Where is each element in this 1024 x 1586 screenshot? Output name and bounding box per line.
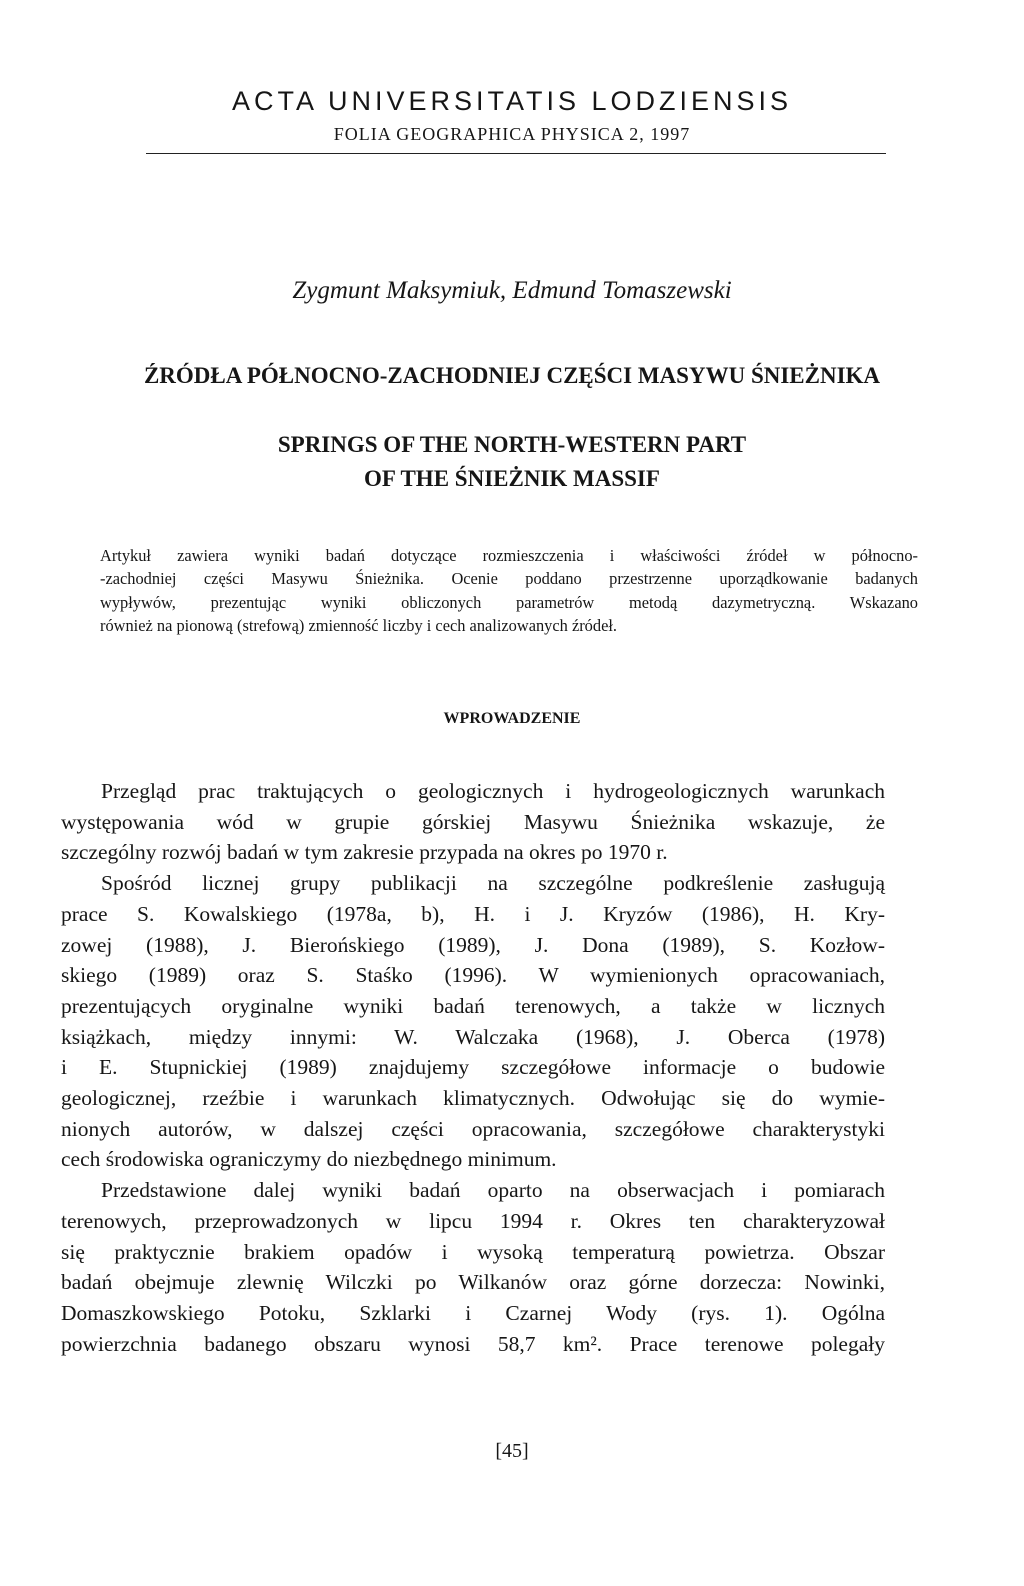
article-title-polish: ŹRÓDŁA PÓŁNOCNO-ZACHODNIEJ CZĘŚCI MASYWU ŚNIEŻNIKA	[143, 363, 881, 388]
body-line: występowania wód w grupie górskiej Masywu Śnieżnika wskazuje, że	[61, 809, 885, 834]
body-line: cech środowiska ograniczymy do niezbędnego minimum.	[61, 1147, 557, 1172]
body-line: terenowych, przeprowadzonych w lipcu 1994 r. Okres ten charakteryzował	[61, 1208, 885, 1233]
abstract	[100, 544, 918, 638]
journal-series: FOLIA GEOGRAPHICA PHYSICA 2, 1997	[333, 124, 691, 144]
body-text	[61, 776, 885, 1359]
body-line: Spośród licznej grupy publikacji na szczególne podkreślenie zasługują	[101, 871, 885, 896]
body-line: nionych autorów, w dalszej części opracowania, szczegółowe charakterystyki	[61, 1116, 885, 1141]
body-line: prace S. Kowalskiego (1978a, b), H. i J. Kryzów (1986), H. Kry-	[61, 901, 885, 926]
body-line: geologicznej, rzeźbie i warunkach klimatycznych. Odwołując się do wymie-	[61, 1086, 885, 1111]
abstract-line: Artykuł zawiera wyniki badań dotyczące rozmieszczenia i właściwości źródeł w północno-	[100, 546, 918, 565]
body-line: książkach, między innymi: W. Walczaka (1968), J. Oberca (1978)	[61, 1024, 885, 1049]
body-line: prezentujących oryginalne wyniki badań terenowych, a także w licznych	[61, 993, 885, 1018]
header-rule	[146, 153, 886, 154]
article-title-english	[0, 428, 1024, 496]
journal-title: ACTA UNIVERSITATIS LODZIENSIS	[231, 86, 793, 116]
body-line: się praktycznie brakiem opadów i wysoką temperaturą powietrza. Obszar	[61, 1239, 885, 1264]
title-english-line: SPRINGS OF THE NORTH-WESTERN PART	[277, 432, 747, 457]
body-line: skiego (1989) oraz S. Staśko (1996). W wymienionych opracowaniach,	[61, 963, 885, 988]
abstract-line: wypływów, prezentując wyniki obliczonych parametrów metodą dazymetryczną. Wskazano	[100, 592, 918, 612]
body-line: szczególny rozwój badań w tym zakresie przypada na okres po 1970 r.	[61, 840, 668, 865]
body-line: i E. Stupnickiej (1989) znajdujemy szczegółowe informacje o budowie	[61, 1055, 885, 1080]
body-line: zowej (1988), J. Bierońskiego (1989), J. Dona (1989), S. Kozłow-	[61, 932, 885, 957]
body-line: Przegląd prac traktujących o geologicznych i hydrogeologicznych warunkach	[101, 779, 885, 803]
page-number: [45]	[495, 1440, 529, 1462]
body-line: powierzchnia badanego obszaru wynosi 58,7 km². Prace terenowe polegały	[61, 1331, 885, 1356]
section-heading: WPROWADZENIE	[443, 710, 581, 727]
abstract-line: -zachodniej części Masywu Śnieżnika. Ocenie poddano przestrzenne uporządkowanie badanych	[100, 569, 918, 589]
abstract-line: również na pionową (strefową) zmienność liczby i cech analizowanych źródeł.	[100, 616, 617, 636]
body-line: badań obejmuje zlewnię Wilczki po Wilkanów oraz górne dorzecza: Nowinki,	[61, 1270, 885, 1295]
title-english-line: OF THE ŚNIEŻNIK MASSIF	[364, 466, 660, 491]
body-line: Przedstawione dalej wyniki badań oparto na obserwacjach i pomiarach	[101, 1178, 885, 1203]
body-line: Domaszkowskiego Potoku, Szklarki i Czarnej Wody (rys. 1). Ogólna	[61, 1300, 885, 1325]
article-authors: Zygmunt Maksymiuk, Edmund Tomaszewski	[292, 277, 732, 304]
